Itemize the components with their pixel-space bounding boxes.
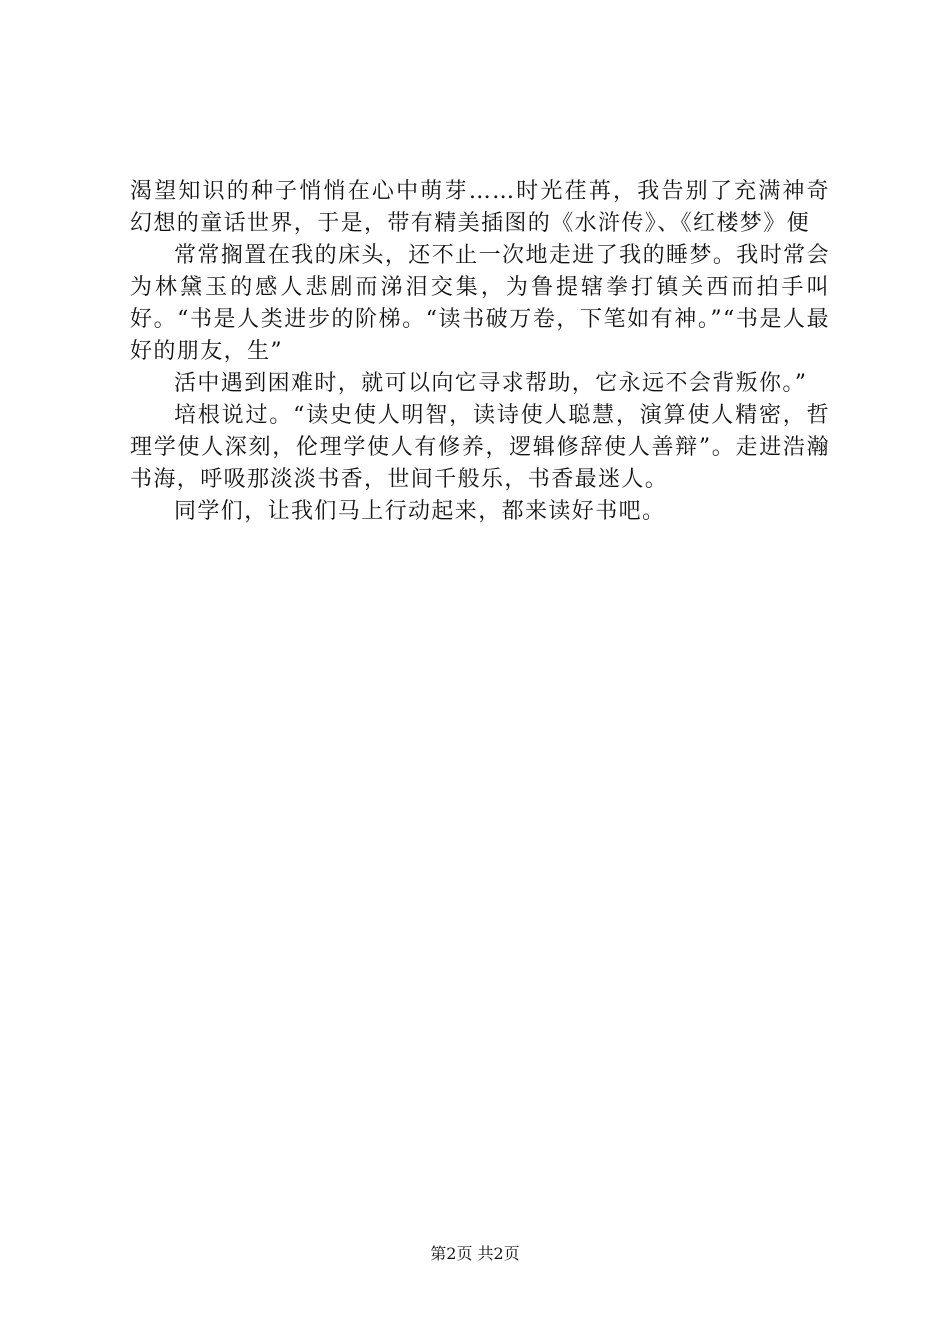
paragraph-3: 活中遇到困难时，就可以向它寻求帮助，它永远不会背叛你。” [174, 371, 808, 396]
page-number-label: 第2页 共2页 [430, 1244, 520, 1263]
page-footer [0, 1242, 950, 1266]
paragraph-4: 培根说过。“读史使人明智，读诗使人聪慧，演算使人精密，哲理学使人深刻，伦理学使人有修养，逻辑修辞使人善辩”。走进浩瀚书海，呼吸那淡淡书香，世间千般乐，书香最迷人。 [130, 403, 830, 492]
paragraph-5: 同学们，让我们马上行动起来，都来读好书吧。 [174, 499, 666, 524]
paragraph-1: 渴望知识的种子悄悄在心中萌芽……时光荏苒，我告别了充满神奇幻想的童话世界，于是，带有精美插图的《水浒传》、《红楼梦》便 [130, 179, 830, 236]
document-body [130, 176, 830, 528]
paragraph-2: 常常搁置在我的床头，还不止一次地走进了我的睡梦。我时常会为林黛玉的感人悲剧而涕泪交集，为鲁提辖拳打镇关西而拍手叫好。“书是人类进步的阶梯。“读书破万卷，下笔如有神。”“书是人最好的朋友，生” [130, 243, 830, 364]
